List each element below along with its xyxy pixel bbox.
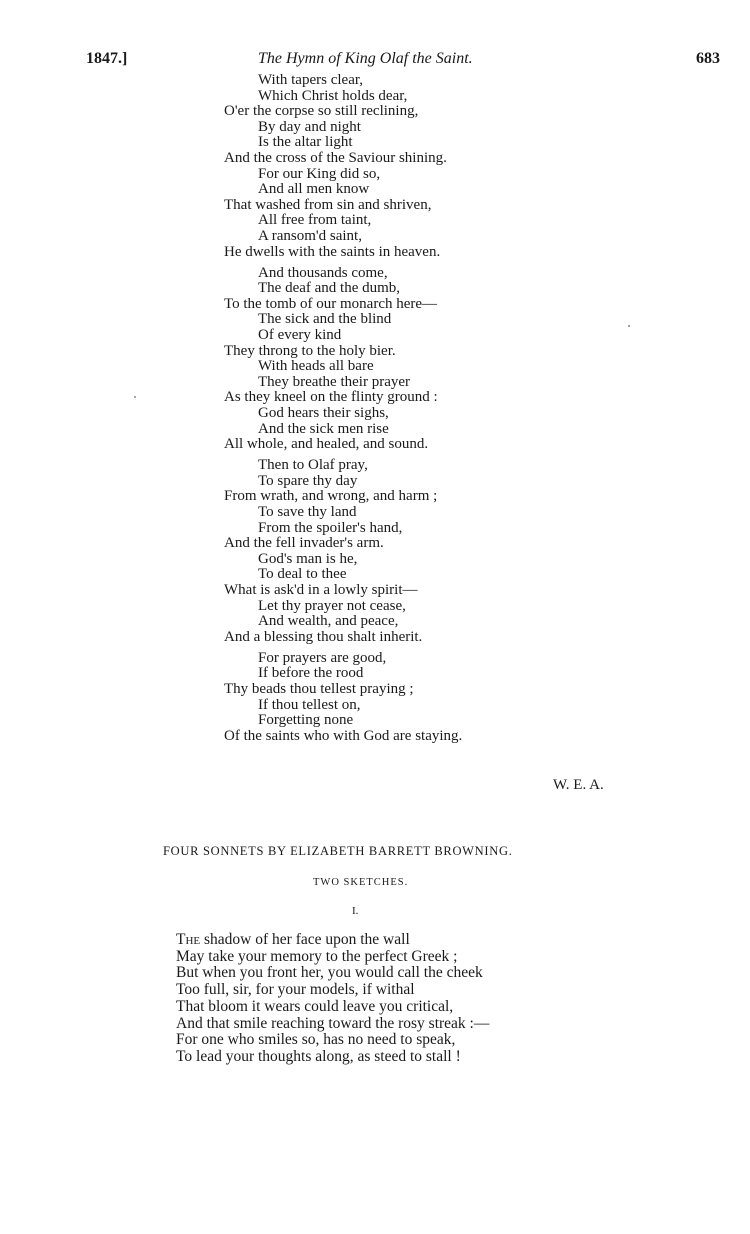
- poem-line: And the sick men rise: [258, 420, 389, 437]
- poem-line: Thy beads thou tellest praying ;: [224, 681, 414, 698]
- poem-line: The sick and the blind: [258, 311, 392, 328]
- poem-line: If before the rood: [258, 665, 364, 682]
- poem-line: For prayers are good,: [258, 649, 387, 666]
- poem-line: If thou tellest on,: [258, 696, 361, 713]
- poem-line: With heads all bare: [258, 358, 374, 375]
- sonnet-line: For one who smiles so, has no need to speak,: [176, 1031, 456, 1049]
- poem-line: By day and night: [258, 118, 361, 135]
- poem-stanza: [224, 73, 462, 260]
- sonnet-line: Too full, sir, for your models, if withal: [176, 981, 415, 999]
- poem-line: Then to Olaf pray,: [258, 457, 368, 474]
- poem-line: Forgetting none: [258, 712, 354, 729]
- poem-line: To the tomb of our monarch here—: [224, 295, 438, 312]
- poem-line: Of the saints who with God are staying.: [224, 727, 463, 744]
- running-header-year: 1847.]: [86, 50, 128, 67]
- poem-line: And the cross of the Saviour shining.: [224, 149, 447, 166]
- poem-line: And a blessing thou shalt inherit.: [224, 628, 423, 645]
- poem-line: God hears their sighs,: [258, 404, 389, 421]
- sonnet-line: And that smile reaching toward the rosy streak :—: [176, 1014, 490, 1032]
- sonnet-line: But when you front her, you would call the cheek: [176, 964, 483, 982]
- poem-line: Is the altar light: [258, 134, 353, 151]
- poem-signature: W. E. A.: [553, 777, 604, 793]
- poem-line: That washed from sin and shriven,: [224, 196, 432, 213]
- poem-line: The deaf and the dumb,: [258, 280, 401, 297]
- sonnet-line: That bloom it wears could leave you critical,: [176, 997, 454, 1015]
- section-subtitle: TWO SKETCHES.: [313, 877, 409, 888]
- poem-line: God's man is he,: [258, 550, 358, 567]
- poem-stanza: [224, 458, 462, 645]
- poem-line: To save thy land: [258, 504, 357, 521]
- sonnet-line: May take your memory to the perfect Greek ;: [176, 947, 458, 965]
- poem-line: And the fell invader's arm.: [224, 535, 384, 552]
- poem-line: From the spoiler's hand,: [258, 519, 403, 536]
- poem-line: And all men know: [258, 181, 370, 198]
- sonnet-first-line-text: shadow of her face upon the wall: [200, 931, 410, 948]
- sonnet-line: [176, 932, 489, 949]
- paper-speck: [134, 396, 136, 398]
- poem-line: All free from taint,: [258, 212, 372, 229]
- poem-line: Let thy prayer not cease,: [258, 597, 406, 614]
- paper-speck: [628, 325, 630, 327]
- sonnet-line: To lead your thoughts along, as steed to stall !: [176, 1047, 461, 1065]
- poem-line: A ransom'd saint,: [258, 227, 362, 244]
- poem-line: From wrath, and wrong, and harm ;: [224, 488, 438, 505]
- page-number: 683: [696, 50, 720, 67]
- poem-line: As they kneel on the flinty ground :: [224, 389, 438, 406]
- sonnet-number: I.: [352, 905, 359, 917]
- hymn-poem: [224, 73, 462, 750]
- poem-line: Which Christ holds dear,: [258, 87, 408, 104]
- poem-line: They breathe their prayer: [258, 373, 410, 390]
- poem-line: He dwells with the saints in heaven.: [224, 243, 441, 260]
- poem-stanza: [224, 266, 462, 453]
- poem-line: To deal to thee: [258, 566, 347, 583]
- poem-line: And thousands come,: [258, 264, 388, 281]
- sonnet-body: [176, 932, 489, 1066]
- poem-line: They throng to the holy bier.: [224, 342, 396, 359]
- poem-line: With tapers clear,: [258, 72, 363, 88]
- running-header-title: The Hymn of King Olaf the Saint.: [258, 50, 473, 67]
- poem-line: For our King did so,: [258, 165, 381, 182]
- poem-line: O'er the corpse so still reclining,: [224, 103, 419, 120]
- poem-line: All whole, and healed, and sound.: [224, 436, 429, 453]
- section-title: FOUR SONNETS BY ELIZABETH BARRETT BROWNING.: [163, 844, 513, 858]
- poem-line: What is ask'd in a lowly spirit—: [224, 582, 418, 598]
- poem-stanza: [224, 651, 462, 745]
- poem-line: Of every kind: [258, 327, 342, 343]
- sonnet-dropcap: The: [176, 931, 201, 948]
- poem-line: To spare thy day: [258, 472, 358, 489]
- poem-line: And wealth, and peace,: [258, 613, 399, 630]
